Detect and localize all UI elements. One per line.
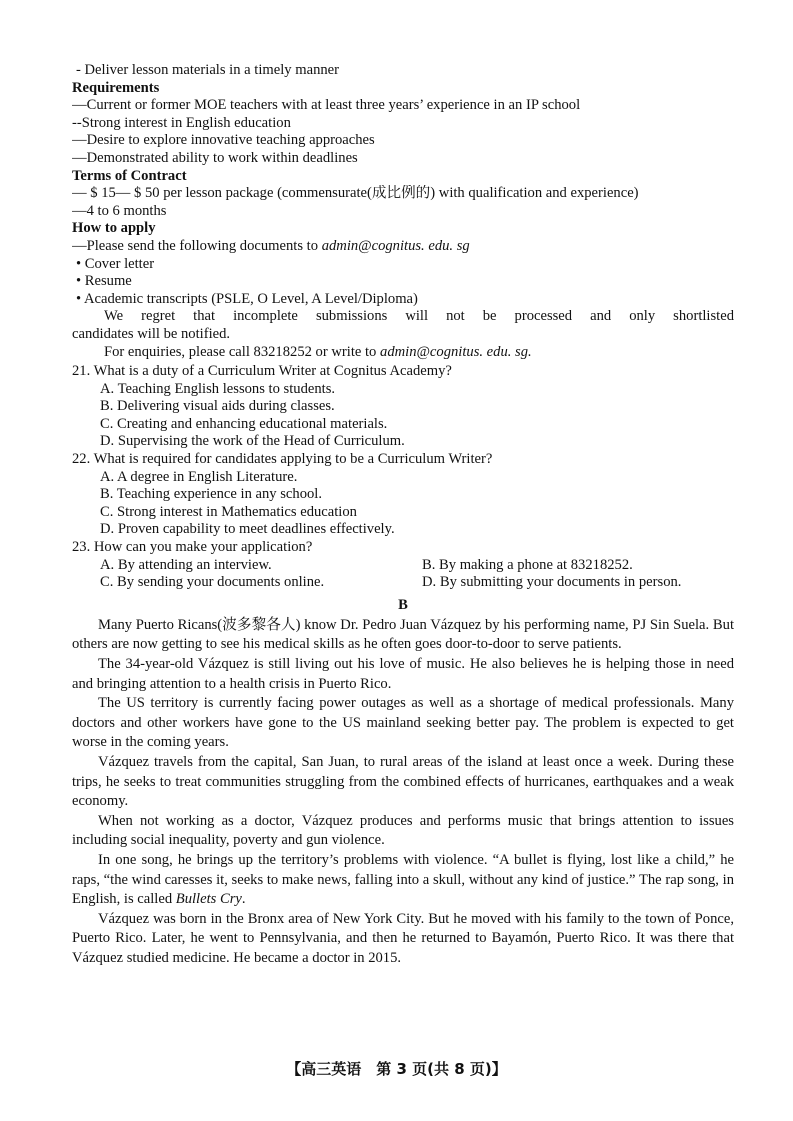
passage-paragraph-song xyxy=(72,851,734,910)
requirement-item: --Strong interest in English education xyxy=(72,114,291,131)
question-21-option-a: A. Teaching English lessons to students. xyxy=(100,380,336,397)
passage-paragraph: Vázquez was born in the Bronx area of New York City. But he moved with his family to the town of Ponce, Puerto Rico. Later, he went to Pennsylvania, and then he returned to Bayamón, Puerto Rico. It was there that Vázquez studied medicine. He became a doctor in 2015. xyxy=(72,910,734,966)
question-21-stem: 21. What is a duty of a Curriculum Writer at Cognitus Academy? xyxy=(72,363,452,380)
requirement-item: —Current or former MOE teachers with at least three years’ experience in an IP school xyxy=(72,97,581,114)
question-21-option-d: D. Supervising the work of the Head of Curriculum. xyxy=(100,433,405,450)
question-23-option-a: A. By attending an interview. xyxy=(100,556,272,573)
requirements-heading: Requirements xyxy=(72,79,160,96)
page-content xyxy=(72,62,734,969)
passage-paragraph: Many Puerto Ricans(波多黎各人) know Dr. Pedro Juan Vázquez by his performing name, PJ Sin Suela. But others are now getting to see his medical skills as he often goes door-to-door to serve patients. xyxy=(72,616,734,653)
regret-line-2: candidates will be notified. xyxy=(72,325,231,342)
requirement-item: —Demonstrated ability to work within deadlines xyxy=(72,149,358,166)
question-23-option-c: C. By sending your documents online. xyxy=(100,574,325,591)
question-22-option-c: C. Strong interest in Mathematics education xyxy=(100,503,357,520)
apply-heading: How to apply xyxy=(72,220,156,237)
enquiries-email: admin@cognitus. edu. sg. xyxy=(380,343,532,360)
passage-song-text: In one song, he brings up the territory’s problems with violence. “A bullet is flying, lost like a child,” he raps, “the wind caresses it, seeks to make news, falling into a skull, without any kind of justice.” The rap song, in English, is called xyxy=(72,851,734,908)
regret-line-1: We regret that incomplete submissions will not be processed and only shortlisted xyxy=(104,308,734,325)
question-23-row-2 xyxy=(72,574,734,592)
passage-paragraph: The US territory is currently facing power outages as well as a shortage of medical professionals. Many doctors and other workers have gone to the US mainland seeking better pay. The problem is expected to get worse in the coming years. xyxy=(72,695,734,751)
terms-heading: Terms of Contract xyxy=(72,167,187,184)
document-item: • Academic transcripts (PSLE, O Level, A Level/Diploma) xyxy=(76,290,418,307)
passage-paragraph: Vázquez travels from the capital, San Juan, to rural areas of the island at least once a week. During these trips, he seeks to treat communities struggling from the combined effects of hurricanes, earthquakes and a weak economy. xyxy=(72,753,734,810)
question-22-option-a: A. A degree in English Literature. xyxy=(100,468,298,485)
deliver-line: - Deliver lesson materials in a timely manner xyxy=(76,62,340,78)
question-22-option-b: B. Teaching experience in any school. xyxy=(100,486,322,503)
question-22-stem: 22. What is required for candidates applying to be a Curriculum Writer? xyxy=(72,451,493,468)
document-item: • Resume xyxy=(76,273,132,290)
question-23-row-1 xyxy=(72,557,734,575)
apply-intro-line xyxy=(72,238,734,256)
passage-paragraph: The 34-year-old Vázquez is still living out his love of music. He also believes he is helping those in need and bringing attention to a health crisis in Puerto Rico. xyxy=(72,656,734,692)
question-21-option-b: B. Delivering visual aids during classes. xyxy=(100,398,335,415)
song-title-suffix: . xyxy=(241,891,246,908)
question-22-option-d: D. Proven capability to meet deadlines effectively. xyxy=(100,521,395,538)
question-23-option-d: D. By submitting your documents in person. xyxy=(422,574,682,591)
question-23-option-b: B. By making a phone at 83218252. xyxy=(422,556,633,573)
document-item: • Cover letter xyxy=(76,255,155,272)
enquiries-text: For enquiries, please call 83218252 or write to xyxy=(104,343,377,360)
enquiries-line xyxy=(72,344,734,362)
song-title: Bullets Cry xyxy=(175,891,242,908)
requirement-item: —Desire to explore innovative teaching approaches xyxy=(72,132,375,149)
terms-item: —4 to 6 months xyxy=(72,202,167,219)
passage-paragraph: When not working as a doctor, Vázquez produces and performs music that brings attention to issues including social inequality, poverty and gun violence. xyxy=(72,812,734,849)
page-footer: 【高三英语 第 3 页(共 8 页)】 xyxy=(286,1060,507,1078)
terms-item: — $ 15— $ 50 per lesson package (commensurate(成比例的) with qualification and experience) xyxy=(72,185,639,202)
apply-email: admin@cognitus. edu. sg xyxy=(321,237,470,254)
question-21-option-c: C. Creating and enhancing educational materials. xyxy=(100,415,388,432)
question-23-stem: 23. How can you make your application? xyxy=(72,539,313,556)
section-b-label: B xyxy=(398,596,408,613)
apply-intro: —Please send the following documents to xyxy=(72,237,319,254)
